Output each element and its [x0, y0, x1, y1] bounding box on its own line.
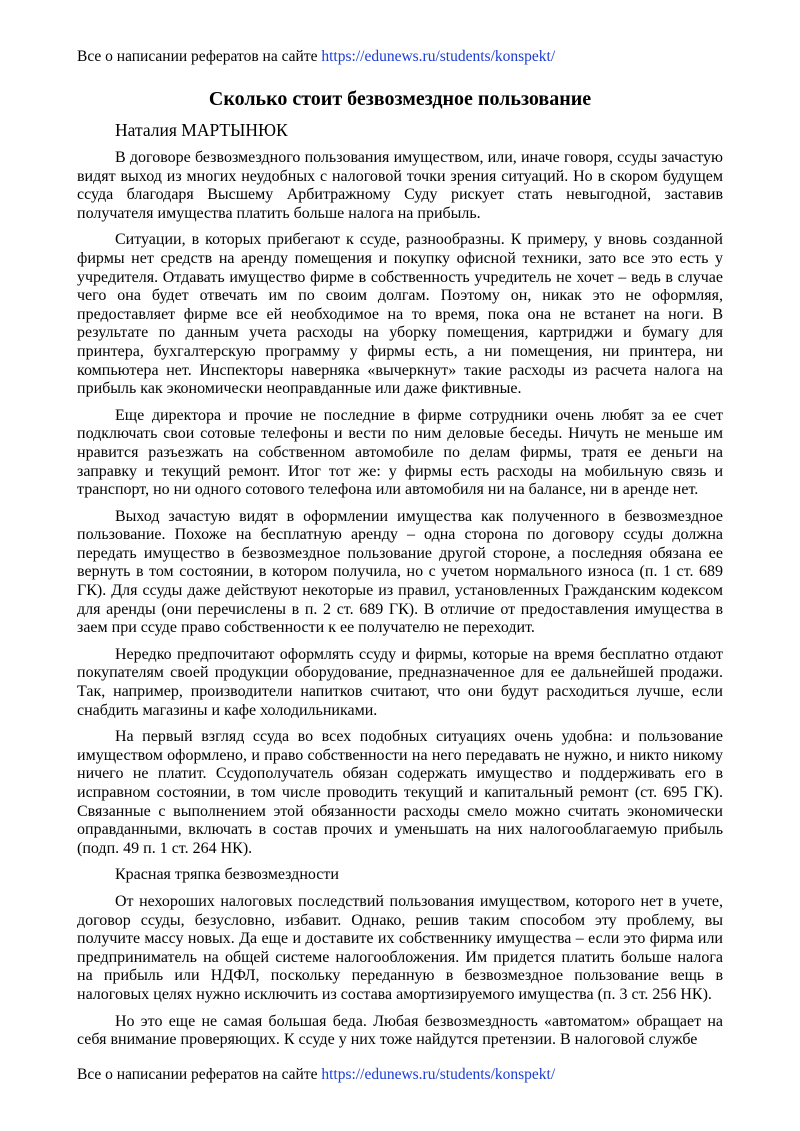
article-title: Сколько стоит безвозмездное пользование — [208, 88, 592, 110]
section-subheading: Красная тряпка безвозмездности — [115, 866, 339, 884]
paragraph: Еще директора и прочие не последние в фирме сотрудники очень любят за ее счет подключать свои сотовые телефоны и вести по ним деловые беседы. Ничуть не меньше им нравится разъезжать на собственном автомобиле по делам фирмы, тратя ее деньги на заправку и текущий ремонт. Итог тот же: у фирмы есть расходы на мобильную связь и транспорт, но ни одного сотового телефона или автомобиля ни на балансе, ни в аренде нет. — [77, 406, 723, 499]
footer-text: Все о написании рефератов на сайте — [77, 1066, 318, 1083]
header-text: Все о написании рефератов на сайте — [77, 48, 318, 65]
paragraph: От нехороших налоговых последствий пользования имуществом, которого нет в учете, договор ссуды, безусловно, избавит. Однако, решив таким способом эту проблему, вы получите массу новых. Да еще и доставите их собственнику имущества – если это фирма или предприниматель на общей системе налогообложения. Им придется платить больше налога на прибыль или НДФЛ, поскольку переданную в безвозмездное пользование вещь в налоговых целях нужно исключить из состава амортизируемого имущества (п. 3 ст. 256 НК). — [77, 892, 723, 1003]
paragraph: В договоре безвозмездного пользования имуществом, или, иначе говоря, ссуды зачастую видят выход из многих неудобных с налоговой точки зрения ситуаций. Но в скором будущем ссуда благодаря Высшему Арбитражному Суду рискует стать невыгодной, заставив получателя имущества платить больше налога на прибыль. — [77, 149, 723, 222]
paragraph: Но это еще не самая большая беда. Любая безвозмездность «автоматом» обращает на себя внимание проверяющих. К ссуде у них тоже найдутся претензии. В налоговой службе — [77, 1012, 723, 1049]
header-link[interactable]: https://edunews.ru/students/konspekt/ — [321, 48, 556, 65]
paragraph: Ситуации, в которых прибегают к ссуде, разнообразны. К примеру, у вновь созданной фирмы нет средств на аренду помещения и покупку офисной техники, зато все это есть у учредителя. Отдавать имущество фирме в собственность учредитель не хочет – ведь в случае чего она будет отвечать им по своим долгам. Поэтому он, никак это не оформляя, предоставляет фирме все ей необходимое на то время, пока она не встанет на ноги. В результате по данным учета расходы на уборку помещения, картриджи и бумагу для принтера, бухгалтерскую программу у фирмы есть, а ни помещения, ни принтера, ни компьютера нет. Инспекторы наверняка «вычеркнут» такие расходы из расчета налога на прибыль как экономически неоправданные или даже фиктивные. — [77, 231, 723, 398]
article-author: Наталия МАРТЫНЮК — [115, 120, 288, 140]
footer-link[interactable]: https://edunews.ru/students/konspekt/ — [321, 1066, 556, 1083]
page-header — [77, 47, 555, 67]
paragraph: Выход зачастую видят в оформлении имущества как полученного в безвозмездное пользование. Похоже на бесплатную аренду – одна сторона по договору ссуды должна передать имущество в безвозмездное пользование другой стороне, а последняя обязана ее вернуть в том состоянии, в котором получила, но с учетом нормального износа (п. 1 ст. 689 ГК). Для ссуды даже действуют некоторые из правил, установленных Гражданским кодексом для аренды (они перечислены в п. 2 ст. 689 ГК). В отличие от предоставления имущества в заем при ссуде право собственности к ее получателю не переходит. — [77, 507, 723, 637]
page-footer — [77, 1065, 555, 1085]
paragraph: На первый взгляд ссуда во всех подобных ситуациях очень удобна: и пользование имуществом оформлено, и право собственности на него передавать не нужно, и никто никому ничего не платит. Ссудополучатель обязан содержать имущество и поддерживать его в исправном состоянии, в том числе проводить текущий и капитальный ремонт (ст. 695 ГК). Связанные с выполнением этой обязанности расходы смело можно считать экономически оправданными, включать в состав прочих и уменьшать на них налогооблагаемую прибыль (подп. 49 п. 1 ст. 264 НК). — [77, 728, 723, 857]
article-body — [77, 149, 723, 1058]
paragraph: Нередко предпочитают оформлять ссуду и фирмы, которые на время бесплатно отдают покупателям своей продукции оборудование, предназначенное для ее дальнейшей продажи. Так, например, производители напитков считают, что они будут расходиться лучше, если снабдить магазины и кафе холодильниками. — [77, 645, 723, 719]
